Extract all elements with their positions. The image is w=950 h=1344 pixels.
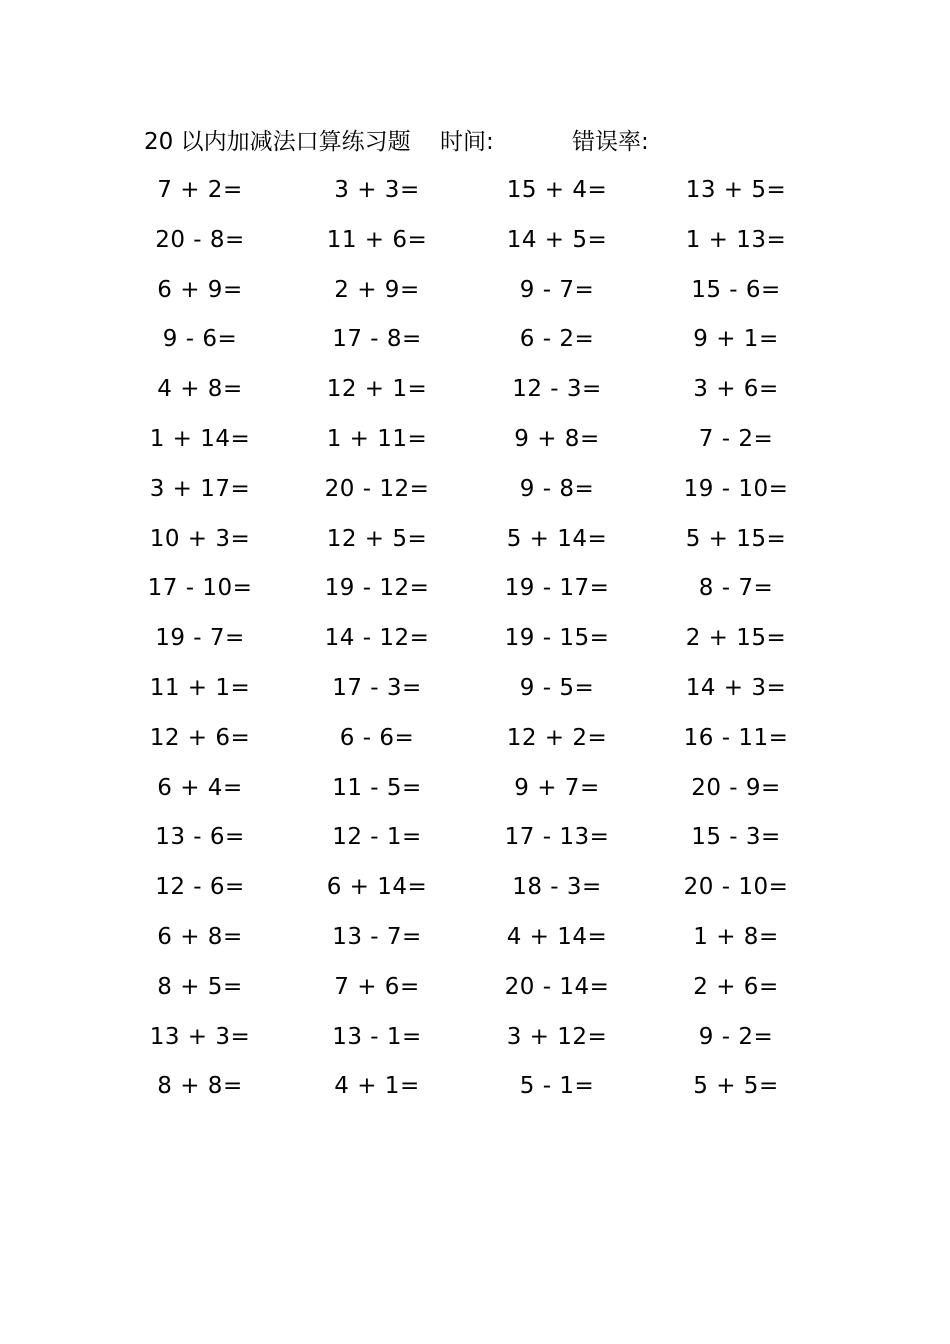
problem-cell: 5 + 15= xyxy=(685,525,787,552)
problem-cell: 15 - 3= xyxy=(691,824,781,851)
problem-cell: 9 - 2= xyxy=(698,1023,774,1050)
problem-cell: 14 + 5= xyxy=(506,226,608,253)
problem-cell: 17 - 8= xyxy=(332,326,422,353)
problem-cell: 6 + 9= xyxy=(157,276,243,303)
problem-cell: 1 + 14= xyxy=(149,425,251,452)
problem-cell: 8 + 8= xyxy=(157,1073,243,1100)
time-label: 时间: xyxy=(440,129,494,155)
problem-cell: 7 + 2= xyxy=(157,177,243,203)
problem-cell: 8 - 7= xyxy=(698,575,774,602)
problem-row xyxy=(110,664,830,714)
problem-cell: 11 - 5= xyxy=(332,774,422,801)
problem-cell: 5 - 1= xyxy=(519,1073,595,1100)
problem-cell: 12 - 1= xyxy=(332,824,422,851)
problem-cell: 17 - 13= xyxy=(504,824,610,851)
error-rate-label: 错误率: xyxy=(572,129,649,155)
problem-cell: 1 + 11= xyxy=(326,425,428,452)
problem-cell: 4 + 1= xyxy=(334,1073,420,1100)
problem-cell: 20 - 10= xyxy=(683,874,789,901)
problem-cell: 11 + 6= xyxy=(326,226,428,253)
problem-cell: 2 + 15= xyxy=(685,625,787,652)
problem-row xyxy=(110,166,830,216)
problem-cell: 3 + 6= xyxy=(693,376,779,403)
problem-row xyxy=(110,764,830,814)
worksheet-header xyxy=(144,124,844,160)
problem-row xyxy=(110,614,830,664)
problem-cell: 20 - 8= xyxy=(155,226,245,253)
problem-cell: 20 - 14= xyxy=(504,973,610,1000)
problem-cell: 13 + 5= xyxy=(685,177,787,203)
problem-cell: 13 + 3= xyxy=(149,1023,251,1050)
problem-row xyxy=(110,266,830,316)
problem-cell: 7 + 6= xyxy=(334,973,420,1000)
problem-cell: 10 + 3= xyxy=(149,525,251,552)
problem-row xyxy=(110,1013,830,1063)
problem-row xyxy=(110,415,830,465)
problem-cell: 9 - 7= xyxy=(519,276,595,303)
problem-cell: 3 + 17= xyxy=(149,475,251,502)
problem-cell: 6 - 2= xyxy=(519,326,595,353)
problem-row xyxy=(110,315,830,365)
problem-cell: 12 - 6= xyxy=(155,874,245,901)
problem-cell: 6 + 14= xyxy=(326,874,428,901)
problem-cell: 1 + 13= xyxy=(685,226,787,253)
problem-row xyxy=(110,515,830,565)
problem-cell: 4 + 14= xyxy=(506,923,608,950)
problem-cell: 18 - 3= xyxy=(512,874,602,901)
problem-cell: 9 + 1= xyxy=(693,326,779,353)
problem-cell: 9 + 8= xyxy=(514,425,600,452)
problem-cell: 3 + 12= xyxy=(506,1023,608,1050)
problem-cell: 17 - 10= xyxy=(147,575,253,602)
problem-cell: 12 - 3= xyxy=(512,376,602,403)
problem-cell: 20 - 12= xyxy=(324,475,430,502)
problem-grid xyxy=(110,166,830,1112)
problem-cell: 12 + 5= xyxy=(326,525,428,552)
problem-cell: 15 - 6= xyxy=(691,276,781,303)
problem-cell: 17 - 3= xyxy=(332,674,422,701)
problem-cell: 19 - 17= xyxy=(504,575,610,602)
problem-cell: 19 - 15= xyxy=(504,625,610,652)
problem-cell: 13 - 1= xyxy=(332,1023,422,1050)
problem-cell: 1 + 8= xyxy=(693,923,779,950)
problem-cell: 19 - 7= xyxy=(155,625,245,652)
problem-cell: 16 - 11= xyxy=(683,724,789,751)
problem-row xyxy=(110,963,830,1013)
problem-cell: 14 - 12= xyxy=(324,625,430,652)
problem-cell: 5 + 14= xyxy=(506,525,608,552)
problem-cell: 8 + 5= xyxy=(157,973,243,1000)
problem-row xyxy=(110,564,830,614)
problem-cell: 12 + 1= xyxy=(326,376,428,403)
problem-cell: 2 + 9= xyxy=(334,276,420,303)
problem-cell: 15 + 4= xyxy=(506,177,608,203)
problem-cell: 9 - 6= xyxy=(162,326,238,353)
problem-row xyxy=(110,1062,830,1112)
problem-cell: 11 + 1= xyxy=(149,674,251,701)
problem-cell: 20 - 9= xyxy=(691,774,781,801)
problem-row xyxy=(110,465,830,515)
problem-cell: 13 - 6= xyxy=(155,824,245,851)
problem-cell: 9 - 5= xyxy=(519,674,595,701)
problem-cell: 19 - 10= xyxy=(683,475,789,502)
problem-cell: 14 + 3= xyxy=(685,674,787,701)
problem-cell: 12 + 2= xyxy=(506,724,608,751)
problem-cell: 7 - 2= xyxy=(698,425,774,452)
problem-row xyxy=(110,714,830,764)
problem-cell: 6 + 4= xyxy=(157,774,243,801)
problem-row xyxy=(110,216,830,266)
worksheet-title: 20 以内加减法口算练习题 xyxy=(144,129,411,155)
problem-cell: 5 + 5= xyxy=(693,1073,779,1100)
problem-cell: 13 - 7= xyxy=(332,923,422,950)
problem-row xyxy=(110,863,830,913)
problem-cell: 9 + 7= xyxy=(514,774,600,801)
problem-cell: 2 + 6= xyxy=(693,973,779,1000)
problem-row xyxy=(110,913,830,963)
problem-cell: 6 + 8= xyxy=(157,923,243,950)
problem-cell: 19 - 12= xyxy=(324,575,430,602)
problem-cell: 9 - 8= xyxy=(519,475,595,502)
problem-cell: 6 - 6= xyxy=(339,724,415,751)
problem-cell: 4 + 8= xyxy=(157,376,243,403)
problem-row xyxy=(110,813,830,863)
problem-cell: 3 + 3= xyxy=(334,177,420,203)
problem-cell: 12 + 6= xyxy=(149,724,251,751)
problem-row xyxy=(110,365,830,415)
